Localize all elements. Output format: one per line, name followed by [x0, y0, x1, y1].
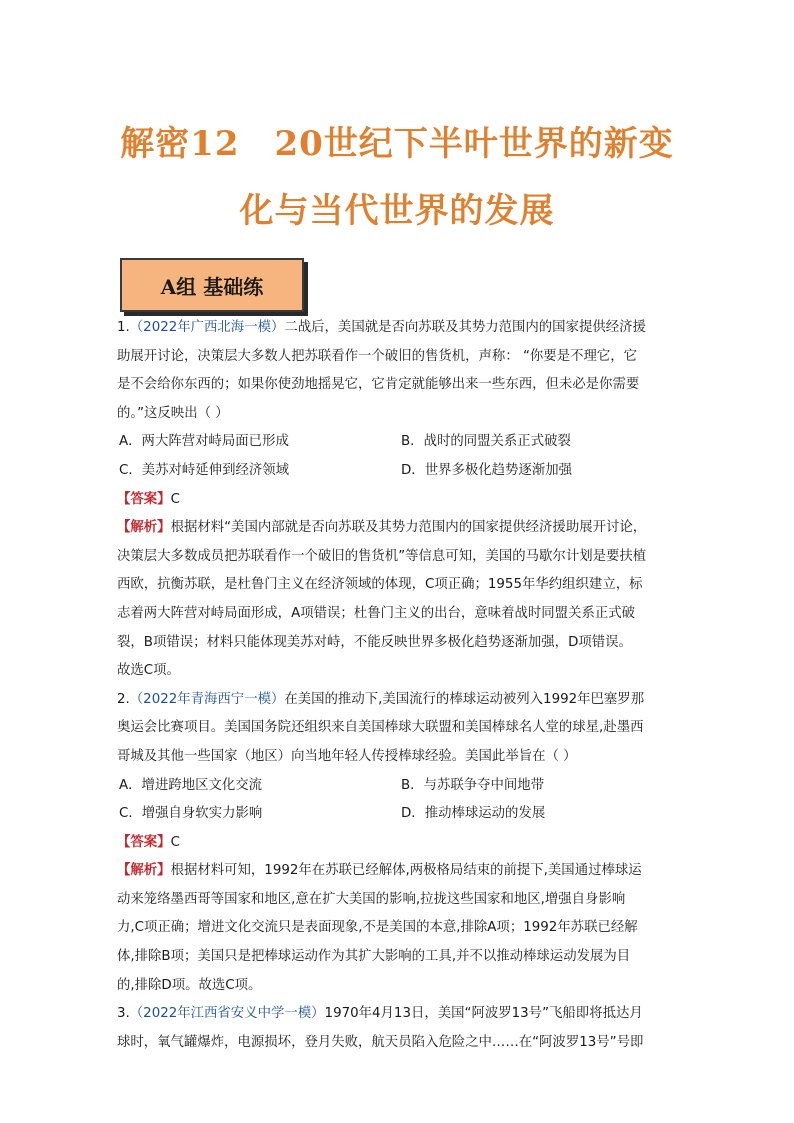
q3-source: （2022年江西省安义中学一模）: [129, 1006, 325, 1022]
q3-number: 3.: [117, 1006, 130, 1022]
q1-stem-text: 二战后，美国就是否向苏联及其势力范围内的国家提供经济援: [284, 320, 646, 335]
analysis-label: 【解析】: [117, 863, 171, 879]
q1-stem-line: [117, 314, 687, 343]
q2-options-row: [117, 772, 687, 801]
q3-stem-text: 1970年4月13日，美国“阿波罗13号”飞船即将抵达月: [324, 1006, 643, 1022]
q2-option-d: D．推动棒球运动的发展: [401, 806, 546, 822]
q1-stem-line: 助展开讨论，决策层大多数人把苏联看作一个破旧的售货机，声称： “你要是不理它，它: [117, 348, 638, 364]
q2-option-b: B．与苏联争夺中间地带: [401, 777, 545, 793]
q2-analysis-line: [117, 857, 687, 886]
q2-analysis-text: 根据材料可知，1992年在苏联已经解体,两极格局结束的前提下,美国通过棒球运: [170, 863, 642, 879]
q1-analysis-line: 故选C项。: [117, 663, 180, 679]
q1-analysis-line: 西欧，抗衡苏联，是杜鲁门主义在经济领域的体现，C项正确；1955年华约组织建立，标: [117, 577, 643, 593]
q3-stem-line: [117, 1000, 687, 1029]
q1-option-c: C．美苏对峙延伸到经济领域: [119, 462, 290, 478]
q2-analysis-line: 的,排除D项。故选C项。: [117, 977, 262, 993]
q1-options-row: [117, 428, 687, 457]
q2-answer: [117, 829, 687, 858]
q2-source: （2022年青海西宁一模）: [129, 691, 285, 707]
q1-source: （2022年广西北海一模）: [129, 320, 285, 335]
q2-analysis-line: 体,排除B项；美国只是把棒球运动作为其扩大影响的工具,并不以推动棒球运动发展为目: [117, 949, 631, 965]
q2-stem-line: 奥运会比赛项目。美国国务院还组织来自美国棒球大联盟和美国棒球名人堂的球星,赴墨西: [117, 720, 644, 736]
section-header: A组 基础练: [120, 258, 304, 312]
q2-option-c: C．增强自身软实力影响: [119, 806, 263, 822]
q2-option-a: A．增进跨地区文化交流: [119, 777, 263, 793]
q1-stem-line: 是不会给你东西的；如果你使劲地摇晃它，它肯定就能够出来一些东西，但未必是你需要: [117, 377, 640, 393]
q2-stem-line: [117, 686, 687, 715]
q2-number: 2.: [117, 691, 130, 707]
q3-stem-line: 球时，氧气罐爆炸，电源损坏，登月失败，航天员陷入危险之中……在“阿波罗13号”号即: [117, 1034, 644, 1050]
answer-label: 【答案】: [117, 834, 171, 850]
question-list: [117, 314, 687, 1057]
q2-stem-line: 哥城及其他一些国家（地区）向当地年轻人传授棒球经验。美国此举旨在（ ）: [117, 748, 577, 764]
analysis-label: 【解析】: [117, 520, 171, 536]
q1-analysis-line: [117, 514, 687, 543]
q1-analysis-text: 根据材料“美国内部就是否向苏联及其势力范围内的国家提供经济援助展开讨论，: [170, 520, 647, 536]
q1-answer-value: C: [170, 491, 180, 507]
page-title-line2: 化与当代世界的发展: [239, 191, 555, 231]
q1-answer: [117, 486, 687, 515]
q1-analysis-line: 裂，B项错误；材料只能体现美苏对峙，不能反映世界多极化趋势逐渐加强，D项错误。: [117, 634, 632, 650]
q2-analysis-line: 动来笼络墨西哥等国家和地区,意在扩大美国的影响,拉拢这些国家和地区,增强自身影响: [117, 891, 626, 907]
q1-number: 1.: [117, 320, 130, 335]
q2-answer-value: C: [170, 834, 180, 850]
q1-option-a: A．两大阵营对峙局面已形成: [119, 434, 289, 450]
q2-stem-text: 在美国的推动下,美国流行的棒球运动被列入1992年巴塞罗那: [284, 691, 645, 707]
q2-analysis-line: 力,C项正确；增进文化交流只是表面现象,不是美国的本意,排除A项；1992年苏联已经解: [117, 920, 638, 936]
q1-analysis-line: 决策层大多数成员把苏联看作一个破旧的售货机”等信息可知，美国的马歇尔计划是要扶植: [117, 548, 647, 564]
q2-options-row: [117, 800, 687, 829]
q1-analysis-line: 志着两大阵营对峙局面形成，A项错误；杜鲁门主义的出台，意味着战时同盟关系正式破: [117, 605, 636, 621]
q1-option-b: B．战时的同盟关系正式破裂: [401, 434, 571, 450]
q1-options-row: [117, 457, 687, 486]
answer-label: 【答案】: [117, 491, 171, 507]
q1-stem-line: 的。”这反映出（ ）: [117, 405, 229, 421]
q1-option-d: D．世界多极化趋势逐渐加强: [401, 462, 572, 478]
page-title-line1: 解密12 20世纪下半叶世界的新变: [120, 124, 674, 164]
